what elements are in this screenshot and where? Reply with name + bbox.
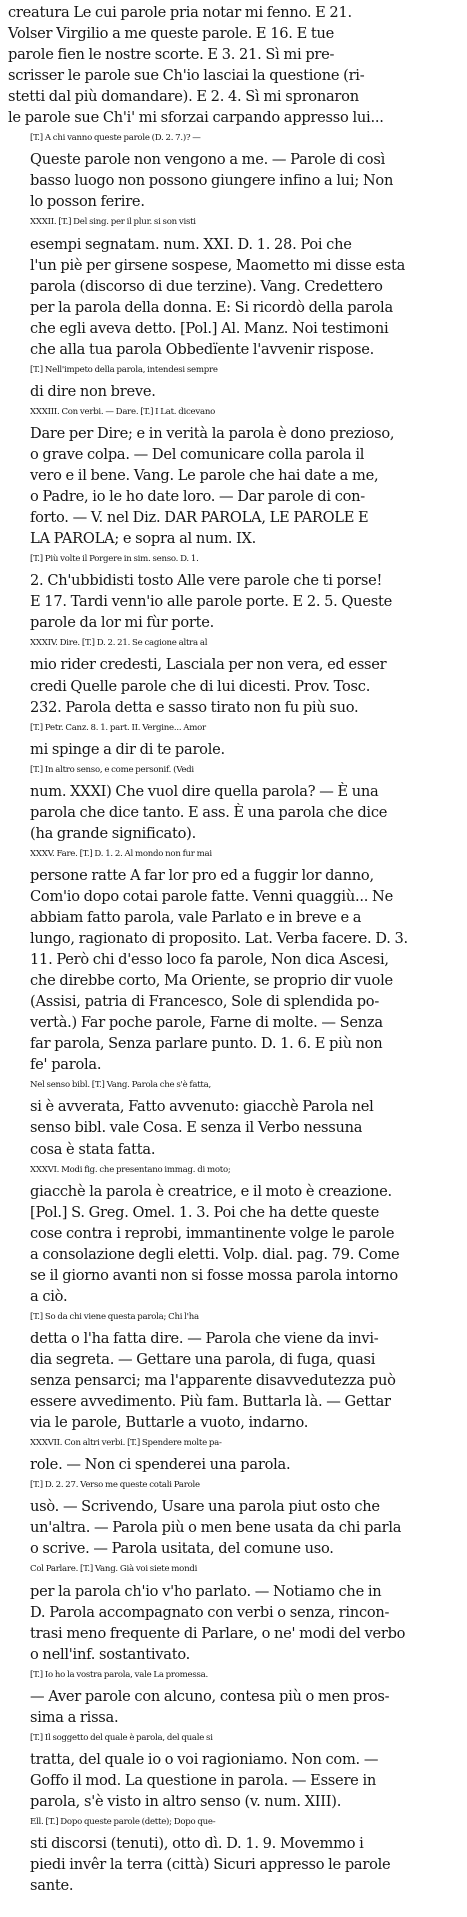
entry-paragraph	[8, 1559, 460, 1664]
entry-paragraph	[8, 1812, 460, 1896]
text-line: LA PAROLA; e sopra al num. IX.	[30, 530, 257, 548]
text-line: far parola, Senza parlare punto. D. 1. 6. E più non	[30, 1035, 383, 1053]
text-line: giacchè la parola è creatrice, e il moto è creazione.	[30, 1182, 392, 1200]
text-line: Ell. [T.] Dopo queste parole (dette); Dopo que-	[30, 1817, 216, 1828]
text-line: di dire non breve.	[30, 382, 156, 400]
text-line: Col Parlare. [T.] Vang. Già voi siete mondi	[30, 1564, 198, 1575]
text-line: o Padre, io le ho date loro. — Dar parole di con-	[30, 488, 365, 506]
text-line: esempi segnatam. num. XXI. D. 1. 28. Poi che	[30, 235, 352, 253]
text-line: Dare per Dire; e in verità la parola è dono prezioso,	[30, 424, 395, 442]
text-line: stetti dal più domandare). E 2. 4. Sì mi spronaron	[8, 88, 359, 106]
text-line: piedi invêr la terra (città) Sicuri appresso le parole	[30, 1856, 391, 1874]
text-line: via le parole, Buttarle a vuoto, indarno.	[30, 1414, 309, 1432]
text-line: XXXVI. Modi fig. che presentano immag. di moto;	[30, 1164, 231, 1175]
text-line: per la parola della donna. E: Si ricordò della parola	[30, 298, 393, 316]
text-line: dia segreta. — Gettare una parola, di fuga, quasi	[30, 1351, 376, 1368]
text-line: a consolazione degli eletti. Volp. dial. pag. 79. Come	[30, 1245, 400, 1263]
text-line: parole da lor mi fùr porte.	[30, 614, 215, 632]
text-line: che direbbe corto, Ma Oriente, se proprio dir vuole	[30, 972, 393, 990]
text-line: — Aver parole con alcuno, contesa più o men pros-	[30, 1687, 390, 1705]
text-line: scrisser le parole sue Ch'io lasciai la questione (ri-	[8, 67, 365, 85]
entry-paragraph	[8, 549, 460, 633]
text-line: Volser Virgilio a me queste parole. E 16. E tue	[8, 25, 335, 43]
entry-paragraph	[8, 1075, 460, 1159]
text-line: che alla tua parola Obbedïente l'avvenir rispose.	[30, 340, 375, 358]
text-line: mi spinge a dir di te parole.	[30, 740, 225, 758]
text-line: vertà.) Far poche parole, Farne di molte. — Senza	[30, 1014, 383, 1032]
entry-paragraph	[8, 1433, 460, 1475]
text-line: per la parola ch'io v'ho parlato. — Notiamo che in	[30, 1582, 382, 1600]
text-line: 232. Parola detta e sasso tirato non fu più suo.	[30, 698, 359, 716]
text-line: 2. Ch'ubbidisti tosto Alle vere parole che ti porse!	[30, 572, 383, 590]
entry-paragraph	[8, 402, 460, 549]
text-line: [T.] Il soggetto del quale è parola, del quale si	[30, 1732, 213, 1743]
text-line: [T.] Petr. Canz. 8. 1. part. II. Vergine... Amor	[30, 722, 206, 733]
text-line: usò. — Scrivendo, Usare una parola piut osto che	[30, 1498, 380, 1516]
entry-paragraph	[8, 718, 460, 760]
entry-paragraph	[8, 1160, 460, 1307]
text-line: D. Parola accompagnato con verbi o senza, rincon-	[30, 1603, 390, 1621]
text-line: sima a rissa.	[30, 1708, 119, 1726]
text-line: vero e il bene. Vang. Le parole che hai date a me,	[30, 467, 379, 485]
text-line: mio rider credesti, Lasciala per non vera, ed esser	[30, 656, 387, 674]
text-line: 11. Però chi d'esso loco fa parole, Non dica Ascesi,	[30, 951, 389, 969]
text-line: che egli aveva detto. [Pol.] Al. Manz. Noi testimoni	[30, 319, 389, 337]
text-line: [T.] Nell'impeto della parola, intendesi sempre	[30, 364, 218, 375]
text-line: lo posson ferire.	[30, 193, 145, 211]
text-line: detta o l'ha fatta dire. — Parola che viene da invi-	[30, 1329, 379, 1347]
text-line: tratta, del quale io o voi ragioniamo. Non com. —	[30, 1750, 379, 1768]
text-line: basso luogo non possono giungere infino a lui; Non	[30, 172, 394, 190]
entry-paragraph	[8, 1728, 460, 1812]
text-line: [T.] A chi vanno queste parole (D. 2. 7.)? —	[30, 133, 201, 144]
text-line: [T.] Io ho la vostra parola, vale La promessa.	[30, 1669, 209, 1680]
text-line: [T.] D. 2. 27. Verso me queste cotali Parole	[30, 1480, 200, 1491]
text-line: un'altra. — Parola più o men bene usata da chi parla	[30, 1519, 402, 1537]
text-line: (ha grande significato).	[30, 824, 196, 842]
text-line: sante.	[30, 1877, 74, 1895]
text-line: XXXV. Fare. [T.] D. 1. 2. Al mondo non fur mai	[30, 848, 212, 859]
entry-paragraph	[8, 212, 460, 359]
text-line: trasi meno frequente di Parlare, o ne' modi del verbo	[30, 1624, 406, 1642]
text-line: [Pol.] S. Greg. Omel. 1. 3. Poi che ha dette queste	[30, 1203, 380, 1221]
text-line: o scrive. — Parola usitata, del comune uso.	[30, 1540, 334, 1558]
text-line: Queste parole non vengono a me. — Parole di così	[30, 151, 385, 169]
text-line: [T.] Più volte il Porgere in sim. senso. D. 1.	[30, 554, 199, 565]
text-line: forto. — V. nel Diz. DAR PAROLA, LE PAROLE E	[30, 509, 369, 527]
entry-paragraph	[8, 633, 460, 717]
text-line: lungo, ragionato di proposito. Lat. Verba facere. D. 3.	[30, 930, 408, 948]
entry-paragraph	[8, 128, 460, 212]
text-line: abbiam fatto parola, vale Parlato e in breve e a	[30, 909, 362, 927]
text-line: parola, s'è visto in altro senso (v. num. XIII).	[30, 1792, 342, 1810]
text-line: E 17. Tardi venn'io alle parole porte. E 2. 5. Queste	[30, 593, 392, 611]
text-line: (Assisi, patria di Francesco, Sole di splendida po-	[30, 993, 379, 1011]
text-line: sti discorsi (tenuti), otto dì. D. 1. 9. Movemmo i	[30, 1835, 364, 1853]
dictionary-page	[8, 2, 460, 1896]
text-line: role. — Non ci spenderei una parola.	[30, 1456, 291, 1474]
text-line: senso bibl. vale Cosa. E senza il Verbo nessuna	[30, 1119, 363, 1137]
text-line: XXXVII. Con altri verbi. [T.] Spendere molte pa-	[30, 1438, 222, 1449]
text-line: parola (discorso di due terzine). Vang. Credettero	[30, 277, 383, 295]
text-line: fe' parola.	[30, 1056, 102, 1074]
text-line: o grave colpa. — Del comunicare colla parola il	[30, 445, 365, 463]
entry-paragraph	[8, 360, 460, 402]
text-line: Com'io dopo cotai parole fatte. Venni quaggiù... Ne	[30, 887, 393, 905]
text-line: le parole sue Ch'i' mi sforzai carpando appresso lui...	[8, 109, 384, 127]
text-line: num. XXXI) Che vuol dire quella parola? — È una	[30, 782, 379, 800]
entry-paragraph	[8, 2, 460, 128]
text-line: credi Quelle parole che di lui dicesti. Prov. Tosc.	[30, 677, 371, 695]
text-line: XXXIII. Con verbi. — Dare. [T.] I Lat. dicevano	[30, 406, 216, 417]
text-line: XXXIV. Dire. [T.] D. 2. 21. Se cagione altra al	[30, 638, 208, 649]
text-line: Nel senso bibl. [T.] Vang. Parola che s'è fatta,	[30, 1080, 211, 1091]
text-line: parole fien le nostre scorte. E 3. 21. Sì mi pre-	[8, 46, 335, 64]
entry-paragraph	[8, 1475, 460, 1559]
entry-paragraph	[8, 844, 460, 1076]
text-line: se il giorno avanti non si fosse mossa parola intorno	[30, 1266, 398, 1284]
text-line: essere avvedimento. Più fam. Buttarla là. — Gettar	[30, 1393, 391, 1411]
text-line: o nell'inf. sostantivato.	[30, 1645, 191, 1663]
text-line: XXXII. [T.] Del sing. per il plur. si son visti	[30, 217, 196, 228]
text-line: persone ratte A far lor pro ed a fuggir lor danno,	[30, 866, 374, 884]
entry-paragraph	[8, 1665, 460, 1728]
text-line: Goffo il mod. La questione in parola. — Essere in	[30, 1771, 377, 1789]
entry-paragraph	[8, 760, 460, 844]
entry-paragraph	[8, 1307, 460, 1433]
text-line: a ciò.	[30, 1287, 68, 1305]
text-line: creatura Le cui parole pria notar mi fenno. E 21.	[8, 4, 352, 21]
text-line: cosa è stata fatta.	[30, 1140, 156, 1158]
text-line: [T.] In altro senso, e come personif. (Vedi	[30, 764, 194, 775]
text-line: senza pensarci; ma l'apparente disavvedutezza può	[30, 1372, 396, 1390]
text-line: parola che dice tanto. E ass. È una parola che dice	[30, 803, 388, 821]
text-line: l'un piè per girsene sospese, Maometto mi disse esta	[30, 256, 406, 274]
text-line: si è avverata, Fatto avvenuto: giacchè Parola nel	[30, 1098, 374, 1116]
text-line: cose contra i reprobi, immantinente volge le parole	[30, 1224, 395, 1242]
text-line: [T.] So da chi viene questa parola; Chi l'ha	[30, 1311, 199, 1322]
